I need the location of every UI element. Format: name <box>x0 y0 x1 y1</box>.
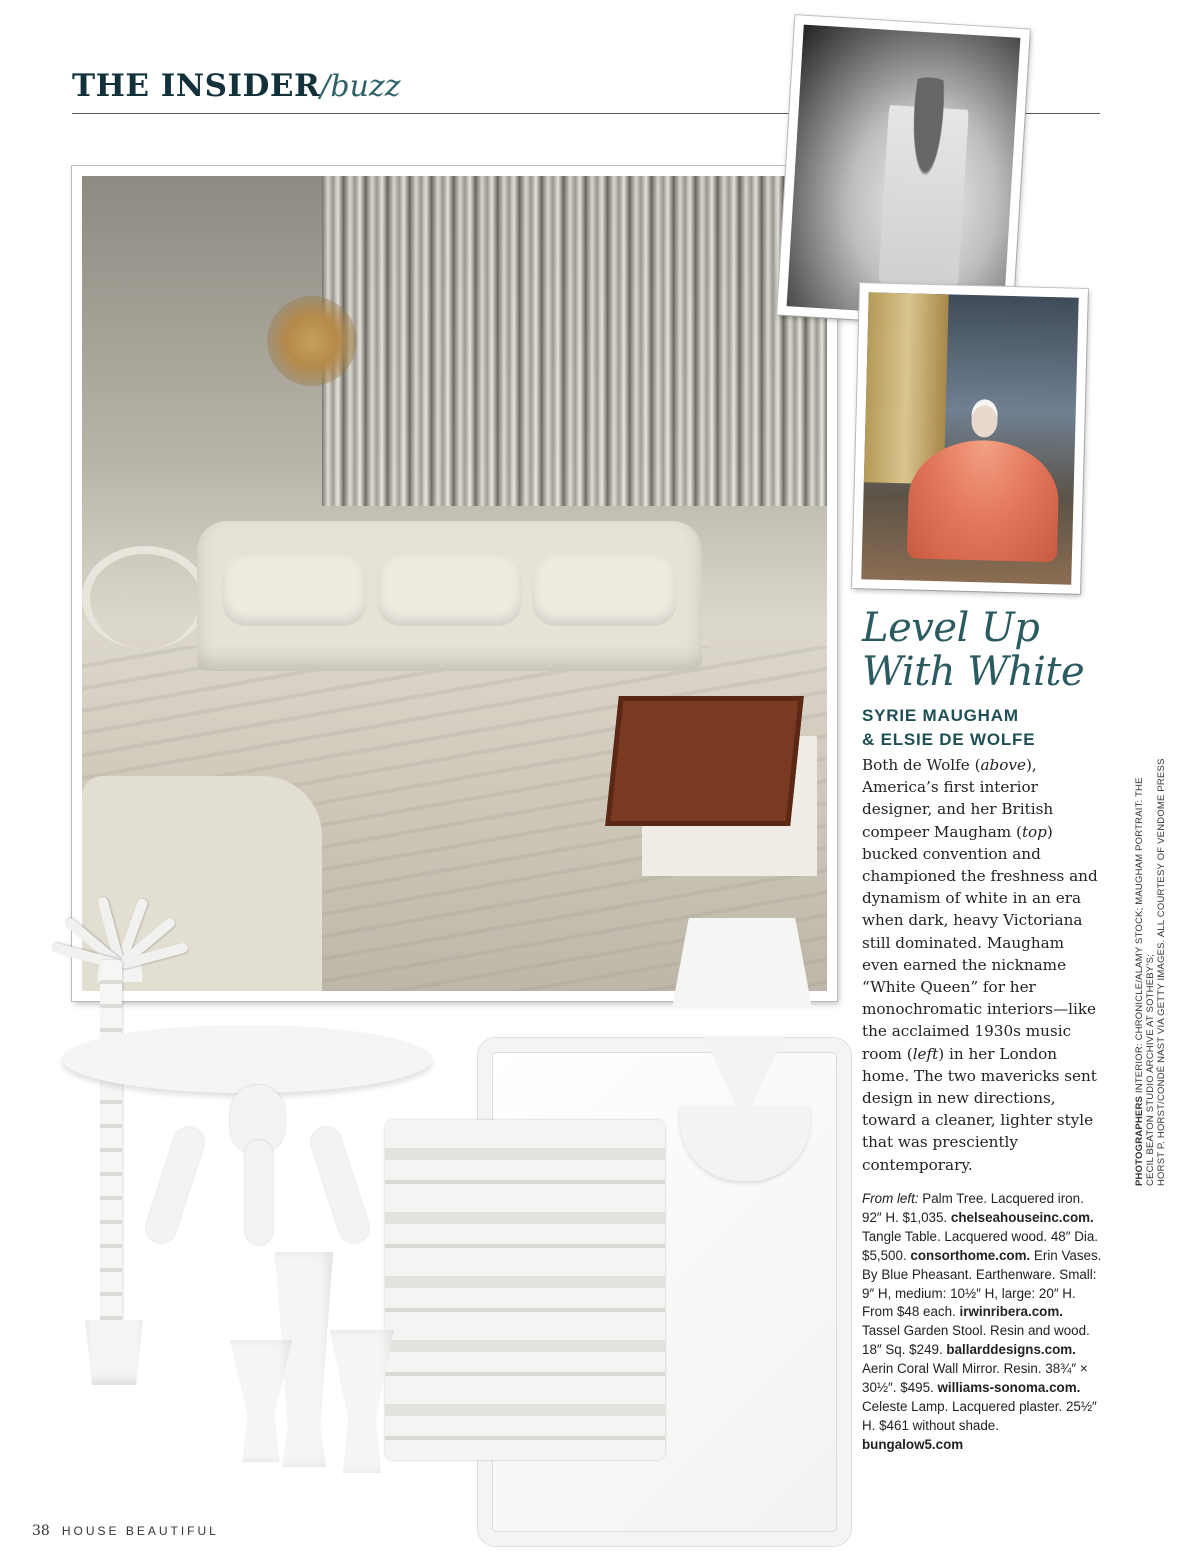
de-wolfe-portrait-image <box>861 292 1078 584</box>
body-run: ) bucked convention and championed the freshness and dynamism of white in an era when dark, heavy Victoriana still dominated. Maugham even earned the nickname “White Queen” for her monochromatic interiors—like the acclaimed 1930s music room ( <box>862 822 1098 1063</box>
product-source: irwinribera.com. <box>959 1304 1063 1320</box>
palm-tree-pot <box>85 1320 143 1385</box>
body-run-italic: left <box>912 1044 939 1063</box>
body-run: ), America’s first interior designer, and her British compeer Maugham ( <box>862 756 1054 841</box>
product-source: consorthome.com. <box>910 1247 1031 1263</box>
byline-line: & ELSIE DE WOLFE <box>862 730 1036 749</box>
maugham-portrait-image <box>787 25 1021 320</box>
photo-credit-line: INTERIOR: CHRONICLE/ALAMY STOCK; MAUGHAM PORTRAIT: THE CECIL BEATON STUDIO ARCHIVE AT SOTHEBY’S; <box>1134 777 1156 1186</box>
body-run: Both de Wolfe ( <box>862 756 981 774</box>
product-credits <box>862 1190 1102 1455</box>
tangle-table-base <box>150 1085 365 1245</box>
product-source: bungalow5.com <box>862 1436 964 1452</box>
section-title: THE INSIDER <box>72 68 321 104</box>
table-leg <box>142 1123 208 1246</box>
body-run-italic: above <box>980 756 1026 774</box>
product-description: Tangle Table. Lacquered wood. 48″ Dia. $5,500. <box>862 1228 1099 1263</box>
celeste-lamp-shade <box>672 918 812 1008</box>
photo-credit-line: HORST P. HORST/CONDÉ NAST VIA GETTY IMAGES. ALL COURTESY OF VENDOME PRESS <box>1156 758 1167 1186</box>
product-description: Tassel Garden Stool. Resin and wood. 18″ Sq. $249. <box>862 1323 1090 1358</box>
section-header <box>72 68 401 104</box>
product-source: chelseahouseinc.com. <box>950 1209 1094 1225</box>
erin-vase-small <box>230 1340 292 1462</box>
sofa-cushion <box>377 556 522 626</box>
body-run-italic: top <box>1021 822 1047 841</box>
product-description: Palm Tree. Lacquered iron. 92″ H. $1,035. <box>862 1191 1084 1225</box>
sofa-cushion <box>532 556 677 626</box>
magazine-name: HOUSE BEAUTIFUL <box>61 1524 219 1538</box>
product-description: Celeste Lamp. Lacquered plaster. 25½″ H. $461 without shade. <box>862 1398 1097 1433</box>
mirror-panels <box>322 176 827 506</box>
section-subtitle: buzz <box>330 69 401 104</box>
article-headline <box>862 606 1102 694</box>
portrait-head <box>971 405 998 438</box>
music-room-image <box>82 176 827 991</box>
credits-intro: From left: <box>862 1191 919 1206</box>
palm-tree-trunk <box>100 960 122 1330</box>
tassel-garden-stool <box>385 1120 665 1460</box>
tangle-table-top <box>62 1025 432 1093</box>
side-table <box>82 546 208 649</box>
product-source: williams-sonoma.com. <box>937 1380 1081 1396</box>
byline-line: SYRIE MAUGHAM <box>862 706 1019 725</box>
sofa-cushion <box>222 556 367 626</box>
product-description: Aerin Coral Wall Mirror. Resin. 38¾″ × 30½″. $495. <box>862 1361 1088 1396</box>
article-byline <box>862 704 1102 752</box>
maugham-portrait <box>777 15 1030 329</box>
table-leg <box>245 1140 273 1245</box>
photo-credit <box>1134 746 1167 1186</box>
de-wolfe-portrait <box>852 283 1088 594</box>
table-leg <box>307 1123 373 1246</box>
product-description: Erin Vases. By Blue Pheasant. Earthenware. Small: 9″ H, medium: 10½″ H, large: 20″ H. From $48 each. <box>862 1247 1102 1320</box>
photo-credit-label: PHOTOGRAPHERS <box>1134 1095 1145 1186</box>
portrait-figure <box>878 75 971 289</box>
article-body <box>862 754 1102 1176</box>
section-slash: / <box>320 69 331 104</box>
page-number: 38 <box>32 1523 50 1539</box>
page-folio <box>32 1523 219 1539</box>
headline-line: With White <box>862 649 1085 695</box>
flower-arrangement <box>267 296 357 386</box>
headline-line: Level Up <box>862 605 1040 651</box>
backgammon-board <box>605 696 804 826</box>
portrait-dress <box>907 438 1060 562</box>
product-source: ballarddesigns.com. <box>946 1342 1076 1358</box>
body-run: ) in her London home. The two mavericks sent design in new directions, toward a cleaner, lighter style that was presciently contemporary. <box>862 1044 1097 1174</box>
